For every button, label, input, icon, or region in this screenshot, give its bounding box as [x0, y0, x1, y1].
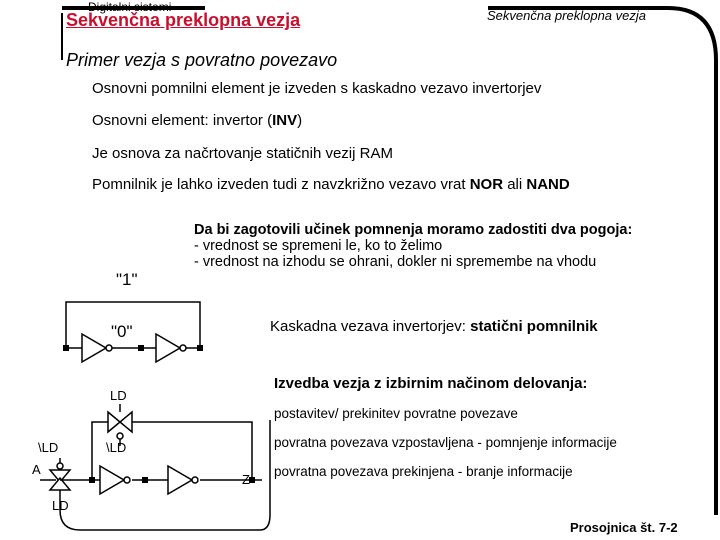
- bullet-nor: NOR: [469, 176, 504, 193]
- slide-title-right: Sekvenčna preklopna vezja: [487, 8, 646, 23]
- output-z-label: Z: [242, 472, 250, 487]
- course-name: Digitalni sistemi: [88, 0, 172, 14]
- not-ld-label-right: \LD: [106, 440, 127, 455]
- node-b: [142, 477, 148, 483]
- bullet-inverter-bold: INV: [272, 112, 298, 129]
- node-a: [89, 477, 95, 483]
- section-subtitle: Primer vezja s povratno povezavo: [66, 50, 338, 70]
- bullet-inverter-text: Osnovni element: invertor (: [92, 112, 273, 129]
- bullet-nand: NAND: [526, 176, 570, 193]
- conditions-heading: Da bi zagotovili učinek pomnenja moramo zadostiti dva pogoja:: [194, 222, 633, 238]
- ld-label-top: LD: [110, 388, 127, 403]
- implementation-step-2: povratna povezava vzpostavljena - pomnjenje informacije: [274, 435, 617, 450]
- condition-1: - vrednost se spremeni le, ko to želimo: [194, 238, 443, 254]
- logic-zero-label: "0": [111, 322, 133, 341]
- slide-title: Sekvenčna preklopna vezja: [66, 10, 301, 30]
- implementation-step-1: postavitev/ prekinitev povratne povezave: [274, 406, 518, 421]
- not-ld-label-left: \LD: [38, 440, 59, 455]
- bullet-ram: Je osnova za načrtovanje statičnih vezij RAM: [92, 145, 393, 162]
- bullet-inverter-close: ): [297, 112, 303, 129]
- static-memory-bold: statični pomnilnik: [470, 318, 598, 335]
- static-memory-text: Kaskadna vezava invertorjev:: [270, 318, 471, 335]
- logic-one-label: "1": [116, 270, 138, 289]
- bullet-nor-nand-text: Pomnilnik je lahko izveden tudi z navzkrižno vezavo vrat: [92, 176, 470, 193]
- bullet-memory-element: Osnovni pomnilni element je izveden s kaskadno vezavo invertorjev: [92, 80, 542, 97]
- bullet-nor-nand-mid: ali: [503, 176, 527, 193]
- input-a-label: A: [32, 462, 41, 477]
- implementation-step-3: povratna povezava prekinjena - branje informacije: [274, 464, 573, 479]
- implementation-heading: Izvedba vezja z izbirnim načinom delovanja:: [274, 375, 588, 392]
- slide-number: Prosojnica št. 7-2: [570, 520, 678, 535]
- condition-2: - vrednost na izhodu se ohrani, dokler ni spremembe na vhodu: [194, 254, 597, 270]
- ld-label-bottom: LD: [52, 498, 69, 513]
